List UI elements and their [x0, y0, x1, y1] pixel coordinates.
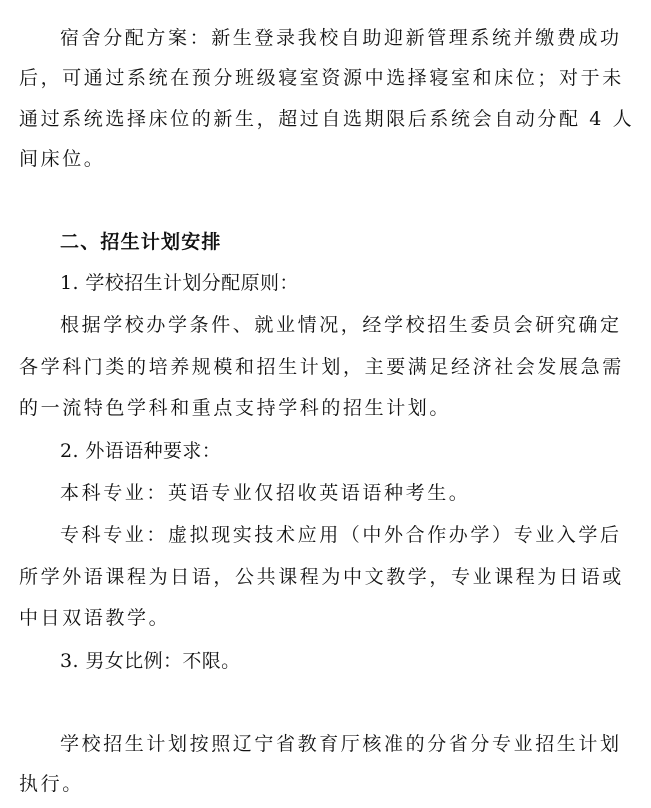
item-title-language-requirement: 2. 外语语种要求： — [60, 440, 222, 462]
item-title-gender-ratio: 3. 男女比例：不限。 — [60, 650, 241, 672]
paragraph-principle-line-3: 的一流特色学科和重点支持学科的招生计划。 — [19, 397, 452, 419]
item-title-allocation-principle: 1. 学校招生计划分配原则： — [60, 272, 299, 294]
section-title-enrollment-plan: 二、招生计划安排 — [60, 231, 222, 253]
paragraph-principle-line-1: 根据学校办学条件、就业情况，经学校招生委员会研究确定 — [60, 314, 622, 336]
paragraph-junior-college-line-2: 所学外语课程为日语，公共课程为中文教学，专业课程为日语或 — [19, 566, 624, 588]
paragraph-undergraduate: 本科专业：英语专业仅招收英语语种考生。 — [60, 482, 471, 504]
paragraph-junior-college-line-1: 专科专业：虚拟现实技术应用（中外合作办学）专业入学后 — [60, 524, 622, 546]
paragraph-dormitory-line-4: 间床位。 — [19, 148, 106, 170]
paragraph-plan-execution-line-1: 学校招生计划按照辽宁省教育厅核准的分省分专业招生计划 — [60, 733, 622, 755]
paragraph-plan-execution-line-2: 执行。 — [19, 773, 84, 795]
paragraph-principle-line-2: 各学科门类的培养规模和招生计划，主要满足经济社会发展急需 — [19, 356, 624, 378]
paragraph-dormitory-line-1: 宿舍分配方案：新生登录我校自助迎新管理系统并缴费成功 — [60, 27, 622, 49]
paragraph-junior-college-line-3: 中日双语教学。 — [19, 607, 171, 629]
paragraph-dormitory-line-3: 通过系统选择床位的新生，超过自选期限后系统会自动分配 4 人 — [19, 108, 635, 130]
paragraph-dormitory-line-2: 后，可通过系统在预分班级寝室资源中选择寝室和床位；对于未 — [19, 67, 624, 89]
